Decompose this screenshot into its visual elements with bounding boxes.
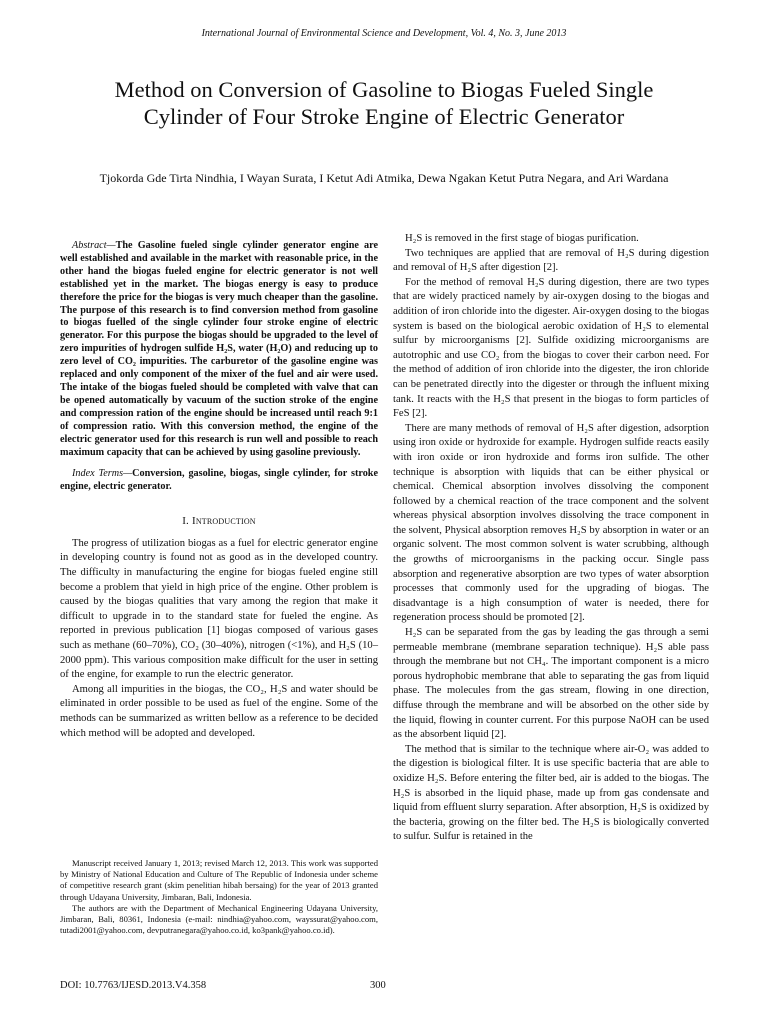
right-column xyxy=(393,232,709,845)
right-paragraph-6: The method that is similar to the technique where air-O₂ was added to the digestion is biological filter. It is use specific bacteria that are able to oxidize H₂S. Before entering the filter bed, air is added to the biogas. The H₂S is absorbed in the liquid phase, made up from gas condensate and liquid from effluent slurry separation. After absorption, H₂S is oxidized by the bacteria, growing on the filter bed. The H₂S is biologically converted to sulfur. Sulfur is retained in the xyxy=(393,743,709,843)
right-paragraph-5: H₂S can be separated from the gas by leading the gas through a semi permeable membrane (membrane separation technique). H₂S able pass through the membrane but not CH₄. The important component is a micro porous hydrophobic membrane that able to separating the gas from liquid phase. The molecules from the gas stream, flowing in one direction, diffuse through the membrane and will be absorbed on the other side by the liquid, flowing in counter current. For this purpose NaOH can be used as the absorbent liquid [2]. xyxy=(393,627,709,741)
right-paragraph-4: There are many methods of removal of H₂S after digestion, adsorption using iron oxide or hydroxide for example. Hydrogen sulfide reacts easily with iron oxide or iron hydroxide and forms iron sulfide. The other technique is absorption with liquids that can be either physical or chemical. Chemical absorption involves dissolving the component followed by a chemical reaction of the trace component and the solvent whereas physical absorption involves dissolving the trace component in the solvent, Physical absorption removes H₂S by absorption in water or an organic solvent. The most common solvent is water scrubbing, although the growths of microorganisms in the packing occur. Single pass absorption and regenerative absorption are two types of water absorption processes that commonly used for the upgrading of biogas. The disadvantage is a high consumption of water is needed, there for regeneration process should be promoted [2]. xyxy=(393,422,709,624)
author-list: Tjokorda Gde Tirta Nindhia, I Wayan Surata, I Ketut Adi Atmika, Dewa Ngakan Ketut Putra Negara, and Ari Wardana xyxy=(99,171,669,185)
right-paragraph-2: Two techniques are applied that are removal of H₂S during digestion and removal of H₂S after digestion [2]. xyxy=(393,247,709,274)
footnotes xyxy=(60,858,378,936)
footnote-manuscript: Manuscript received January 1, 2013; revised March 12, 2013. This work was supported by Ministry of National Education and Culture of The Republic of Indonesia under scheme of competitive research grant (skim penelitian hibah bersaing) for the year of 2013 granted through Udayana University, Jimbaran, Bali, Indonesia. xyxy=(60,858,378,902)
abstract xyxy=(60,240,378,459)
section-heading-introduction: I. Introduction xyxy=(182,515,256,528)
page-number: 300 xyxy=(370,980,386,991)
footnote-authors: The authors are with the Department of Mechanical Engineering Udayana University, Jimbaran, Bali, 80361, Indonesia (e-mail: nindhia@yahoo.com, wayssurat@yahoo.com, tutadi2001@yahoo.com, devputranegara@yahoo.co.id, ko3pank@yahoo.co.id). xyxy=(60,902,378,936)
journal-header: International Journal of Environmental Science and Development, Vol. 4, No. 3, June 2013 xyxy=(201,28,567,39)
doi-label: DOI: 10.7763/IJESD.2013.V4.358 xyxy=(60,980,207,991)
paper-title: Method on Conversion of Gasoline to Biogas Fueled Single Cylinder of Four Stroke Engine of Electric Generator xyxy=(114,77,654,129)
index-terms xyxy=(60,468,378,494)
intro-paragraph-1: The progress of utilization biogas as a fuel for electric generator engine in developing country is found not as good as in the developed country. The difficulty in manufacturing the engine for biogas fueled engine still become a problem that yield in high price of the engine. Other problem is caused by the biogas qualities that vary among the region that make it difficult to upgrade in to the standard state for fueled the engine. As reported in previous publication [1] biogas composed of various gases such as methane (60–70%), CO₂ (30–40%), nitrogen (<1%), and H₂S (10–2000 ppm). This various composition make difficult for the user in setting of the engine, for example to run the electric generator. xyxy=(60,537,378,681)
right-paragraph-3: For the method of removal H₂S during digestion, there are two types that are widely practiced namely by air-oxygen dosing to the biogas and addition of iron chloride into the digester. Air-oxygen dosing to the biogas system is based on the biological aerobic oxidation of H₂S to elemental sulfur by microorganisms [2]. Sulfide oxidizing microorganisms are autotrophic and use CO₂ from the biogas to cover their carbon need. For the method of addition of iron chloride into the digester, the iron chloride can be penetrated directly into the digester or through the influent mixing tank. It reacts with the H₂S that present in the biogas to form particles of FeS [2]. xyxy=(393,276,709,420)
abstract-text: The Gasoline fueled single cylinder generator engine are well established and available in the market with reasonable price, in the other hand the biogas fueled engine for electric generator is not well established yet in the market. The biogas energy is easy to produce therefore the price for the biogas is very much cheaper than the gasoline. The purpose of this research is to find conversion method from gasoline to biogas fuelled of the single cylinder four stroke engine of electric generator. For this purpose the biogas should be upgraded to the level of zero impurities of hydrogen sulfide H₂S, water (H₂O) and reducing up to zero level of CO₂ impurities. The carburetor of the gasoline engine was replaced and only component of the mixer of the fuel and air were used. The intake of the biogas fueled should be completed with valve that can be opened automatically by vacuum of the suction stroke of the engine and compression ration of the engine should be increased until reach 9:1 of compression ratio. With this conversion method, the engine of the electric generator used for this research is run well and possible to reach maximum capacity that can be achieved by using gasoline previously. xyxy=(60,240,378,458)
index-terms-lead: Index Terms— xyxy=(72,468,133,480)
index-terms-text: Conversion, gasoline, biogas, single cylinder, for stroke engine, electric generator. xyxy=(60,468,378,493)
abstract-lead: Abstract— xyxy=(72,240,116,251)
left-column xyxy=(60,232,378,741)
intro-paragraph-2: Among all impurities in the biogas, the CO₂, H₂S and water should be eliminated in order possible to be used as fuel of the engine. Some of the methods can be summarized as written bellow as a reference to be decided which method will be adopted and developed. xyxy=(60,683,378,739)
right-paragraph-1: H₂S is removed in the first stage of biogas purification. xyxy=(405,233,639,244)
